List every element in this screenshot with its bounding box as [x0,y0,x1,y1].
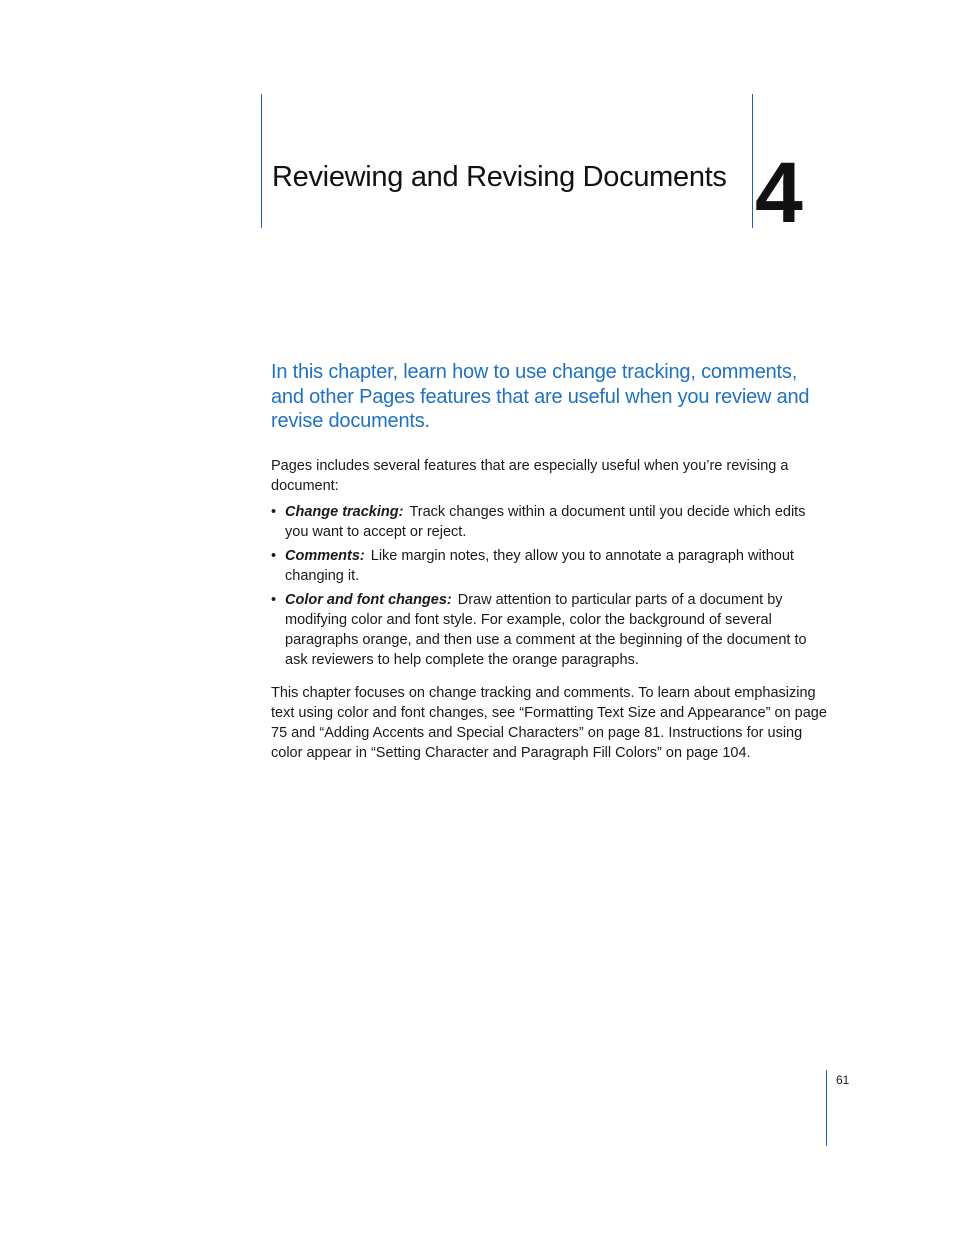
feature-list [271,502,831,674]
bullet-text: Like margin notes, they allow you to annotate a paragraph without changing it. [285,548,794,584]
body-paragraph: Pages includes several features that are especially useful when you’re revising a document: [271,458,789,494]
bullet-term: Color and font changes: [285,592,452,608]
body-paragraph: This chapter focuses on change tracking and comments. To learn about emphasizing text using color and font changes, see “Formatting Text Size and Appearance” on page 75 and “Adding Accents and Special Characters” on page 81. Instructions for using color appear in “Setting Character and Paragraph Fill Colors” on page 104. [271,685,827,761]
bullet-icon: • [271,504,277,520]
bullet-text: Track changes within a document until you decide which edits you want to accept or reject. [285,504,806,540]
bullet-icon: • [271,592,277,608]
chapter-intro: In this chapter, learn how to use change tracking, comments, and other Pages features that are useful when you review and revise documents. [271,361,810,432]
chapter-number: 4 [755,145,803,241]
folio-rule [826,1070,827,1146]
chapter-rule-right [752,94,753,228]
bullet-text: Draw attention to particular parts of a document by modifying color and font style. For example, color the background of several paragraphs orange, and then use a comment at the beginning of the document to ask reviewers to help complete the orange paragraphs. [285,592,807,668]
chapter-rule-left [261,94,262,228]
bullet-term: Comments: [285,548,365,564]
list-item [271,546,831,586]
list-item [271,502,831,542]
bullet-icon: • [271,548,277,564]
chapter-title: Reviewing and Revising Documents [272,161,727,193]
list-item [271,590,831,670]
bullet-term: Change tracking: [285,504,404,520]
page-number: 61 [836,1073,850,1087]
